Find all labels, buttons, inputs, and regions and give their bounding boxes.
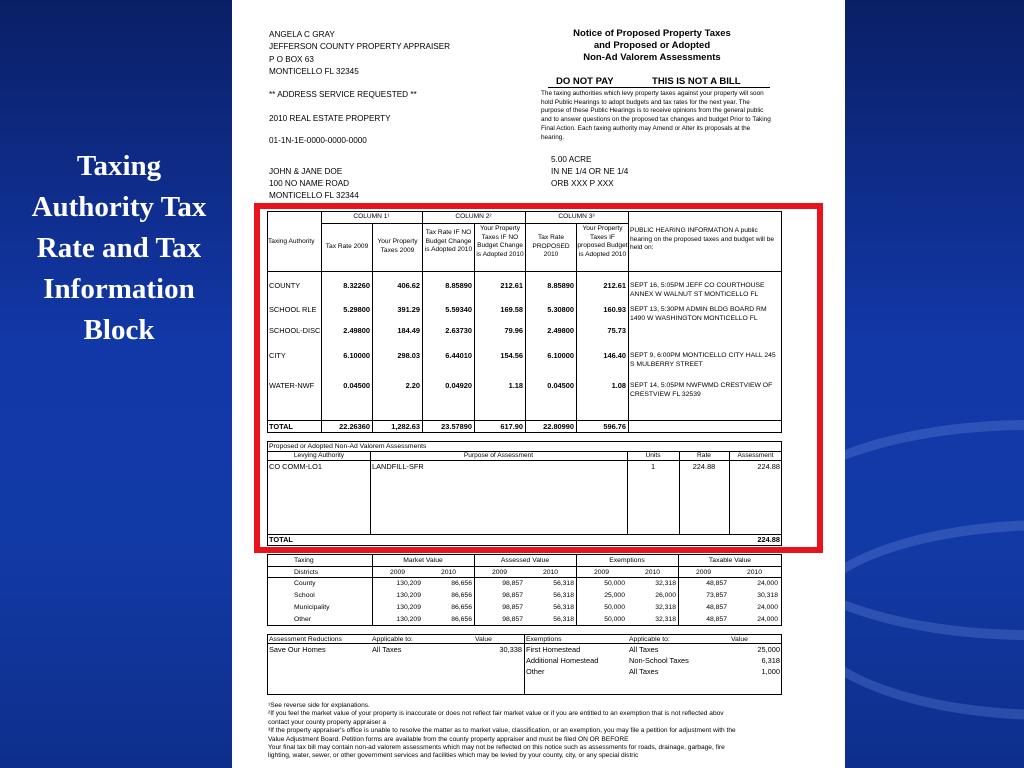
district-name: School bbox=[294, 592, 315, 599]
table-rule bbox=[267, 577, 782, 578]
year-header: 2009 bbox=[491, 569, 508, 576]
tax-value-cell: 160.93 bbox=[603, 305, 626, 314]
tax-authority-name: SCHOOL-DISC bbox=[269, 326, 321, 335]
owner-line: MONTICELLO FL 32344 bbox=[269, 191, 359, 200]
district-value: 32,318 bbox=[655, 616, 676, 623]
footnote-line: ³If the property appraiser's office is unable to resolve the matter as to market value, classification, or an exemption, you may file a petition for adjustment with the bbox=[268, 727, 736, 735]
sender-line: JEFFERSON COUNTY PROPERTY APPRAISER bbox=[269, 42, 451, 51]
exemptions-applies-header: Applicable to: bbox=[629, 636, 670, 643]
nonad-units: 1 bbox=[650, 462, 656, 471]
exemptions-header: Exemptions bbox=[526, 636, 562, 643]
nonad-title: Proposed or Adopted Non-Ad Valorem Assessments bbox=[269, 443, 427, 450]
notice-paragraph: The taxing authorities which levy property taxes against your property will soon hold Public Hearings to adopt budgets and tax rates for the next year. The purpose of these Public Hearings is to receive opinions from the general public and to answer questions on the proposed tax changes and budget Prior to Taking Final Action. Each taxing authority may Amend or Alter its proposals at the hearing. bbox=[541, 90, 771, 141]
values-districts-label: Districts bbox=[294, 569, 319, 576]
total-label: TOTAL bbox=[269, 422, 293, 431]
tax-value-cell: 5.30800 bbox=[547, 305, 574, 314]
tax-value-cell: 0.04920 bbox=[445, 381, 472, 390]
year-header: 2009 bbox=[389, 569, 406, 576]
district-value: 32,318 bbox=[655, 604, 676, 611]
notice-title-line: Notice of Proposed Property Taxes bbox=[573, 28, 731, 39]
owner-line: JOHN & JANE DOE bbox=[269, 167, 343, 176]
tax-authority-name: WATER-NWF bbox=[269, 381, 315, 390]
tax-value-cell: 0.04500 bbox=[547, 381, 574, 390]
exemption-applies: All Taxes bbox=[629, 645, 659, 654]
district-value: 24,000 bbox=[757, 616, 778, 623]
tax-value-cell: 406.62 bbox=[397, 281, 420, 290]
values-group-exemptions: Exemptions bbox=[609, 557, 645, 564]
total-rate-proposed: 22.80990 bbox=[543, 422, 574, 431]
tax-value-cell: 1.08 bbox=[611, 381, 626, 390]
header-hearing: PUBLIC HEARING INFORMATION A public hearing on the proposed taxes and budget will be held on: bbox=[630, 227, 775, 252]
exemption-value: 6,318 bbox=[761, 656, 780, 665]
exemptions-value-header: Value bbox=[731, 636, 748, 643]
district-value: 86,656 bbox=[451, 592, 472, 599]
total-rate-no-change: 23.57890 bbox=[441, 422, 472, 431]
do-not-pay-banner bbox=[548, 76, 770, 88]
nonad-total-label: TOTAL bbox=[269, 535, 293, 544]
legal-line: ORB XXX P XXX bbox=[551, 179, 614, 188]
tax-value-cell: 6.10000 bbox=[343, 351, 370, 360]
district-value: 50,000 bbox=[604, 604, 625, 611]
tax-value-cell: 2.20 bbox=[405, 381, 420, 390]
table-rule bbox=[267, 566, 782, 567]
reduction-name: Save Our Homes bbox=[269, 645, 326, 654]
district-value: 73,857 bbox=[706, 592, 727, 599]
nonad-header-units: Units bbox=[645, 452, 661, 459]
tax-year-label: 2010 REAL ESTATE PROPERTY bbox=[269, 114, 391, 123]
notice-title-line: and Proposed or Adopted bbox=[593, 40, 711, 51]
tax-value-cell: 146.40 bbox=[603, 351, 626, 360]
district-value: 30,318 bbox=[757, 592, 778, 599]
column-header: COLUMN 2² bbox=[455, 213, 492, 220]
values-group-taxable: Taxable Value bbox=[708, 557, 752, 564]
footnote-line: ²If you feel the market value of your property is inaccurate or does not reflect fair market value or if you are entitled to an exemption that is not reflected abov bbox=[268, 710, 724, 718]
footnotes bbox=[268, 702, 788, 761]
district-value: 48,857 bbox=[706, 616, 727, 623]
tax-value-cell: 2.63730 bbox=[445, 326, 472, 335]
header-rate-2009: Tax Rate 2009 bbox=[325, 243, 369, 250]
values-group-assessed: Assessed Value bbox=[500, 557, 550, 564]
hearing-info: ANNEX W WALNUT ST MONTICELLO FL bbox=[630, 291, 759, 298]
district-value: 25,000 bbox=[604, 592, 625, 599]
header-authority: Taxing Authority bbox=[268, 238, 315, 245]
district-value: 130,209 bbox=[396, 592, 421, 599]
nonad-authority: CO COMM-LO1 bbox=[269, 462, 322, 471]
hearing-info: SEPT 9, 6:00PM MONTICELLO CITY HALL 245 bbox=[630, 352, 776, 359]
district-value: 130,209 bbox=[396, 616, 421, 623]
district-value: 56,318 bbox=[553, 616, 574, 623]
footnote-line: lighting, water, sewer, or other government services and facilities which may be levied by your county, city, or any special distric bbox=[268, 752, 639, 760]
footnote-line: Your final tax bill may contain non-ad valorem assessments which may not be reflected on this notice such as assessments for roads, drainage, garbage, fire bbox=[268, 744, 725, 752]
parcel-id: 01-1N-1E-0000-0000-0000 bbox=[269, 136, 367, 145]
tax-value-cell: 212.61 bbox=[603, 281, 626, 290]
district-value: 26,000 bbox=[655, 592, 676, 599]
title-line: Information bbox=[43, 273, 195, 305]
header-taxes-2009: Your Property Taxes 2009 bbox=[377, 238, 418, 254]
district-value: 50,000 bbox=[604, 580, 625, 587]
owner-line: 100 NO NAME ROAD bbox=[269, 179, 350, 188]
hearing-info: S MULBERRY STREET bbox=[630, 361, 703, 368]
year-header: 2009 bbox=[593, 569, 610, 576]
tax-value-cell: 6.10000 bbox=[547, 351, 574, 360]
column-header: COLUMN 1¹ bbox=[353, 213, 390, 220]
tax-value-cell: 169.58 bbox=[500, 305, 523, 314]
nonad-header-rate: Rate bbox=[697, 452, 711, 459]
district-value: 86,656 bbox=[451, 604, 472, 611]
tax-value-cell: 298.03 bbox=[397, 351, 420, 360]
tax-value-cell: 6.44010 bbox=[445, 351, 472, 360]
values-group-taxing: Taxing bbox=[294, 557, 314, 564]
reductions-applies-header: Applicable to: bbox=[372, 636, 413, 643]
exemption-name: Other bbox=[526, 667, 545, 676]
header-taxes-proposed: Your Property Taxes IF proposed Budget is Adopted 2010 bbox=[577, 225, 628, 258]
sender-line: MONTICELLO FL 32345 bbox=[269, 67, 359, 76]
tax-value-cell: 75.73 bbox=[607, 326, 626, 335]
nonad-purpose: LANDFILL-SFR bbox=[372, 462, 424, 471]
title-line: Rate and Tax bbox=[36, 232, 202, 264]
total-taxes-proposed: 596.76 bbox=[603, 422, 626, 431]
district-value: 98,857 bbox=[502, 580, 523, 587]
not-a-bill-text: THIS IS NOT A BILL bbox=[652, 76, 741, 87]
reductions-value-header: Value bbox=[475, 636, 492, 643]
exemption-name: Additional Homestead bbox=[526, 656, 599, 665]
total-rate-2009: 22.26360 bbox=[339, 422, 370, 431]
hearing-info: CRESTVIEW FL 32539 bbox=[630, 391, 701, 398]
hearing-info: SEPT 14, 5:05PM NWFWMD CRESTVIEW OF bbox=[630, 382, 773, 389]
district-name: Other bbox=[294, 616, 311, 623]
nonad-header-authority: Levying Authority bbox=[293, 452, 345, 459]
highlight-frame bbox=[254, 203, 823, 553]
district-value: 86,656 bbox=[451, 616, 472, 623]
tax-value-cell: 154.56 bbox=[500, 351, 523, 360]
hearing-info: SEPT 13, 5:30PM ADMIN BLDG BOARD RM bbox=[630, 306, 767, 313]
district-name: Municipality bbox=[294, 604, 330, 611]
title-line: Authority Tax bbox=[31, 191, 207, 223]
district-value: 32,318 bbox=[655, 580, 676, 587]
reduction-applies: All Taxes bbox=[372, 645, 402, 654]
tax-value-cell: 5.59340 bbox=[445, 305, 472, 314]
notice-title-line: Non-Ad Valorem Assessments bbox=[583, 52, 721, 63]
values-group-market: Market Value bbox=[403, 557, 443, 564]
nonad-rate: 224.88 bbox=[692, 462, 716, 471]
exemption-name: First Homestead bbox=[526, 645, 581, 654]
year-header: 2009 bbox=[695, 569, 712, 576]
district-value: 48,857 bbox=[706, 580, 727, 587]
table-rule bbox=[524, 634, 525, 695]
exemption-applies: Non-School Taxes bbox=[629, 656, 689, 665]
header-rate-no-change: Tax Rate IF NO Budget Change is Adopted 2010 bbox=[424, 229, 473, 254]
nonad-total: 224.88 bbox=[757, 535, 780, 544]
tax-value-cell: 8.32260 bbox=[343, 281, 370, 290]
total-taxes-no-change: 617.90 bbox=[500, 422, 523, 431]
tax-value-cell: 391.29 bbox=[397, 305, 420, 314]
district-value: 98,857 bbox=[502, 592, 523, 599]
notice-title bbox=[527, 28, 777, 64]
district-name: County bbox=[294, 580, 316, 587]
tax-value-cell: 0.04500 bbox=[343, 381, 370, 390]
district-value: 130,209 bbox=[396, 604, 421, 611]
reductions-header: Assessment Reductions bbox=[269, 636, 342, 643]
district-value: 24,000 bbox=[757, 604, 778, 611]
header-taxes-no-change: Your Property Taxes IF NO Budget Change is Adopted 2010 bbox=[476, 225, 524, 258]
district-value: 24,000 bbox=[757, 580, 778, 587]
year-header: 2010 bbox=[644, 569, 661, 576]
district-value: 48,857 bbox=[706, 604, 727, 611]
legal-line: 5.00 ACRE bbox=[551, 155, 592, 164]
district-value: 98,857 bbox=[502, 604, 523, 611]
year-header: 2010 bbox=[542, 569, 559, 576]
tax-value-cell: 5.29800 bbox=[343, 305, 370, 314]
district-value: 56,318 bbox=[553, 604, 574, 611]
tax-value-cell: 2.49800 bbox=[547, 326, 574, 335]
district-value: 56,318 bbox=[553, 580, 574, 587]
do-not-pay-text: DO NOT PAY bbox=[556, 76, 614, 87]
hearing-info: 1490 W WASHINGTON MONTICELLO FL bbox=[630, 315, 758, 322]
legal-line: IN NE 1/4 OR NE 1/4 bbox=[551, 167, 629, 176]
footnote-line: contact your county property appraiser a bbox=[268, 718, 387, 726]
nonad-header-assessment: Assessment bbox=[737, 452, 774, 459]
district-value: 56,318 bbox=[553, 592, 574, 599]
tax-notice-document bbox=[232, 0, 845, 768]
exemption-value: 25,000 bbox=[757, 645, 780, 654]
sender-line: ANGELA C GRAY bbox=[269, 30, 335, 39]
slide-title bbox=[8, 146, 230, 351]
tax-authority-name: COUNTY bbox=[269, 281, 301, 290]
year-header: 2010 bbox=[746, 569, 763, 576]
title-line: Block bbox=[83, 314, 155, 346]
nonad-assessment: 224.88 bbox=[757, 462, 780, 471]
district-value: 50,000 bbox=[604, 616, 625, 623]
tax-value-cell: 2.49800 bbox=[343, 326, 370, 335]
tax-value-cell: 8.85890 bbox=[547, 281, 574, 290]
reduction-value: 30,338 bbox=[499, 645, 522, 654]
sender-line: P O BOX 63 bbox=[269, 55, 314, 64]
hearing-info: SEPT 16, 5:05PM JEFF CO COURTHOUSE bbox=[630, 282, 765, 289]
footnote-line: ¹See reverse side for explanations. bbox=[268, 702, 370, 709]
tax-authority-name: SCHOOL RLE bbox=[269, 305, 317, 314]
tax-value-cell: 8.85890 bbox=[445, 281, 472, 290]
year-header: 2010 bbox=[440, 569, 457, 576]
address-service: ** ADDRESS SERVICE REQUESTED ** bbox=[269, 90, 417, 99]
exemption-value: 1,000 bbox=[761, 667, 780, 676]
title-line: Taxing bbox=[76, 150, 162, 182]
footnote-line: Value Adjustment Board. Petition forms are available from the county property appraiser and must be filed ON OR BEFORE bbox=[268, 735, 629, 743]
tax-value-cell: 212.61 bbox=[500, 281, 523, 290]
district-value: 86,656 bbox=[451, 580, 472, 587]
district-value: 130,209 bbox=[396, 580, 421, 587]
district-value: 98,857 bbox=[502, 616, 523, 623]
tax-value-cell: 184.49 bbox=[397, 326, 420, 335]
total-taxes-2009: 1,282.63 bbox=[391, 422, 420, 431]
tax-authority-name: CITY bbox=[269, 351, 286, 360]
header-rate-proposed: Tax Rate PROPOSED 2010 bbox=[532, 234, 570, 259]
exemption-applies: All Taxes bbox=[629, 667, 659, 676]
nonad-header-purpose: Purpose of Assessment bbox=[463, 452, 534, 459]
tax-value-cell: 1.18 bbox=[508, 381, 523, 390]
tax-value-cell: 79.96 bbox=[504, 326, 523, 335]
column-header: COLUMN 3³ bbox=[558, 213, 595, 220]
